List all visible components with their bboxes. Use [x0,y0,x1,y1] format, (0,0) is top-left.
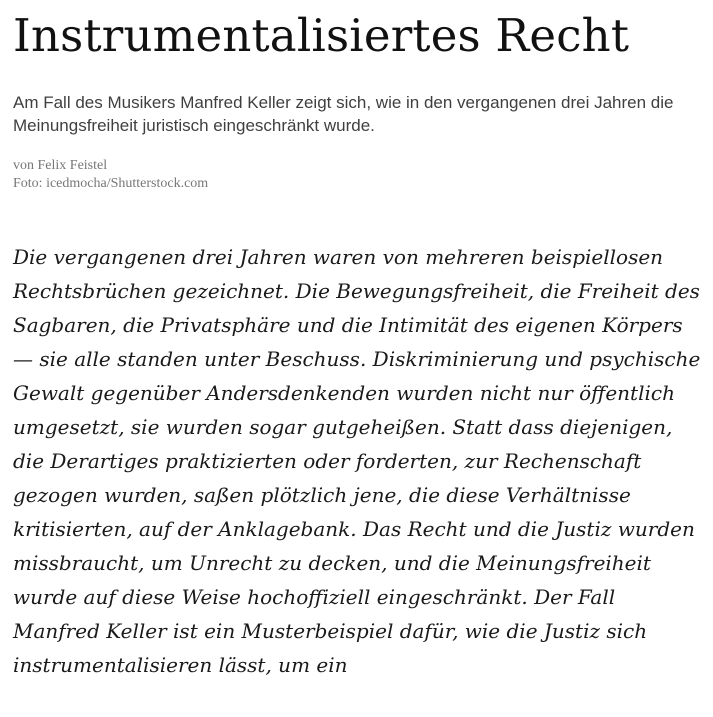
author-byline: von Felix Feistel [13,158,108,173]
article [13,0,708,682]
article-body: Die vergangenen drei Jahren waren von mehreren beispiellosen Rechtsbrüchen gezeichnet. Die Bewegungsfreiheit, die Freiheit des Sagbaren, die Privatsphäre und die Intimität des eigenen Körpers — sie alle standen unter Beschuss. Diskriminierung und psychische Gewalt gegenüber Andersdenkenden wurden nicht nur öffentlich umgesetzt, sie wurden sogar gutgeheißen. Statt dass diejenigen, die Derartiges praktizierten oder forderten, zur Rechenschaft gezogen wurden, saßen plötzlich jene, die diese Verhältnisse kritisierten, auf der Anklagebank. Das Recht und die Justiz wurden missbraucht, um Unrecht zu decken, und die Meinungsfreiheit wurde auf diese Weise hochoffiziell eingeschränkt. Der Fall Manfred Keller ist ein Musterbeispiel dafür, wie die Justiz sich instrumentalisieren lässt, um ein [13,245,701,677]
photo-credit: Foto: icedmocha/Shutterstock.com [13,176,209,191]
article-headline: Instrumentalisiertes Recht [13,9,630,62]
article-lead: Am Fall des Musikers Manfred Keller zeigt sich, wie in den vergangenen drei Jahren die Meinungsfreiheit juristisch eingeschränkt wurde. [13,93,674,135]
article-meta [13,157,708,193]
